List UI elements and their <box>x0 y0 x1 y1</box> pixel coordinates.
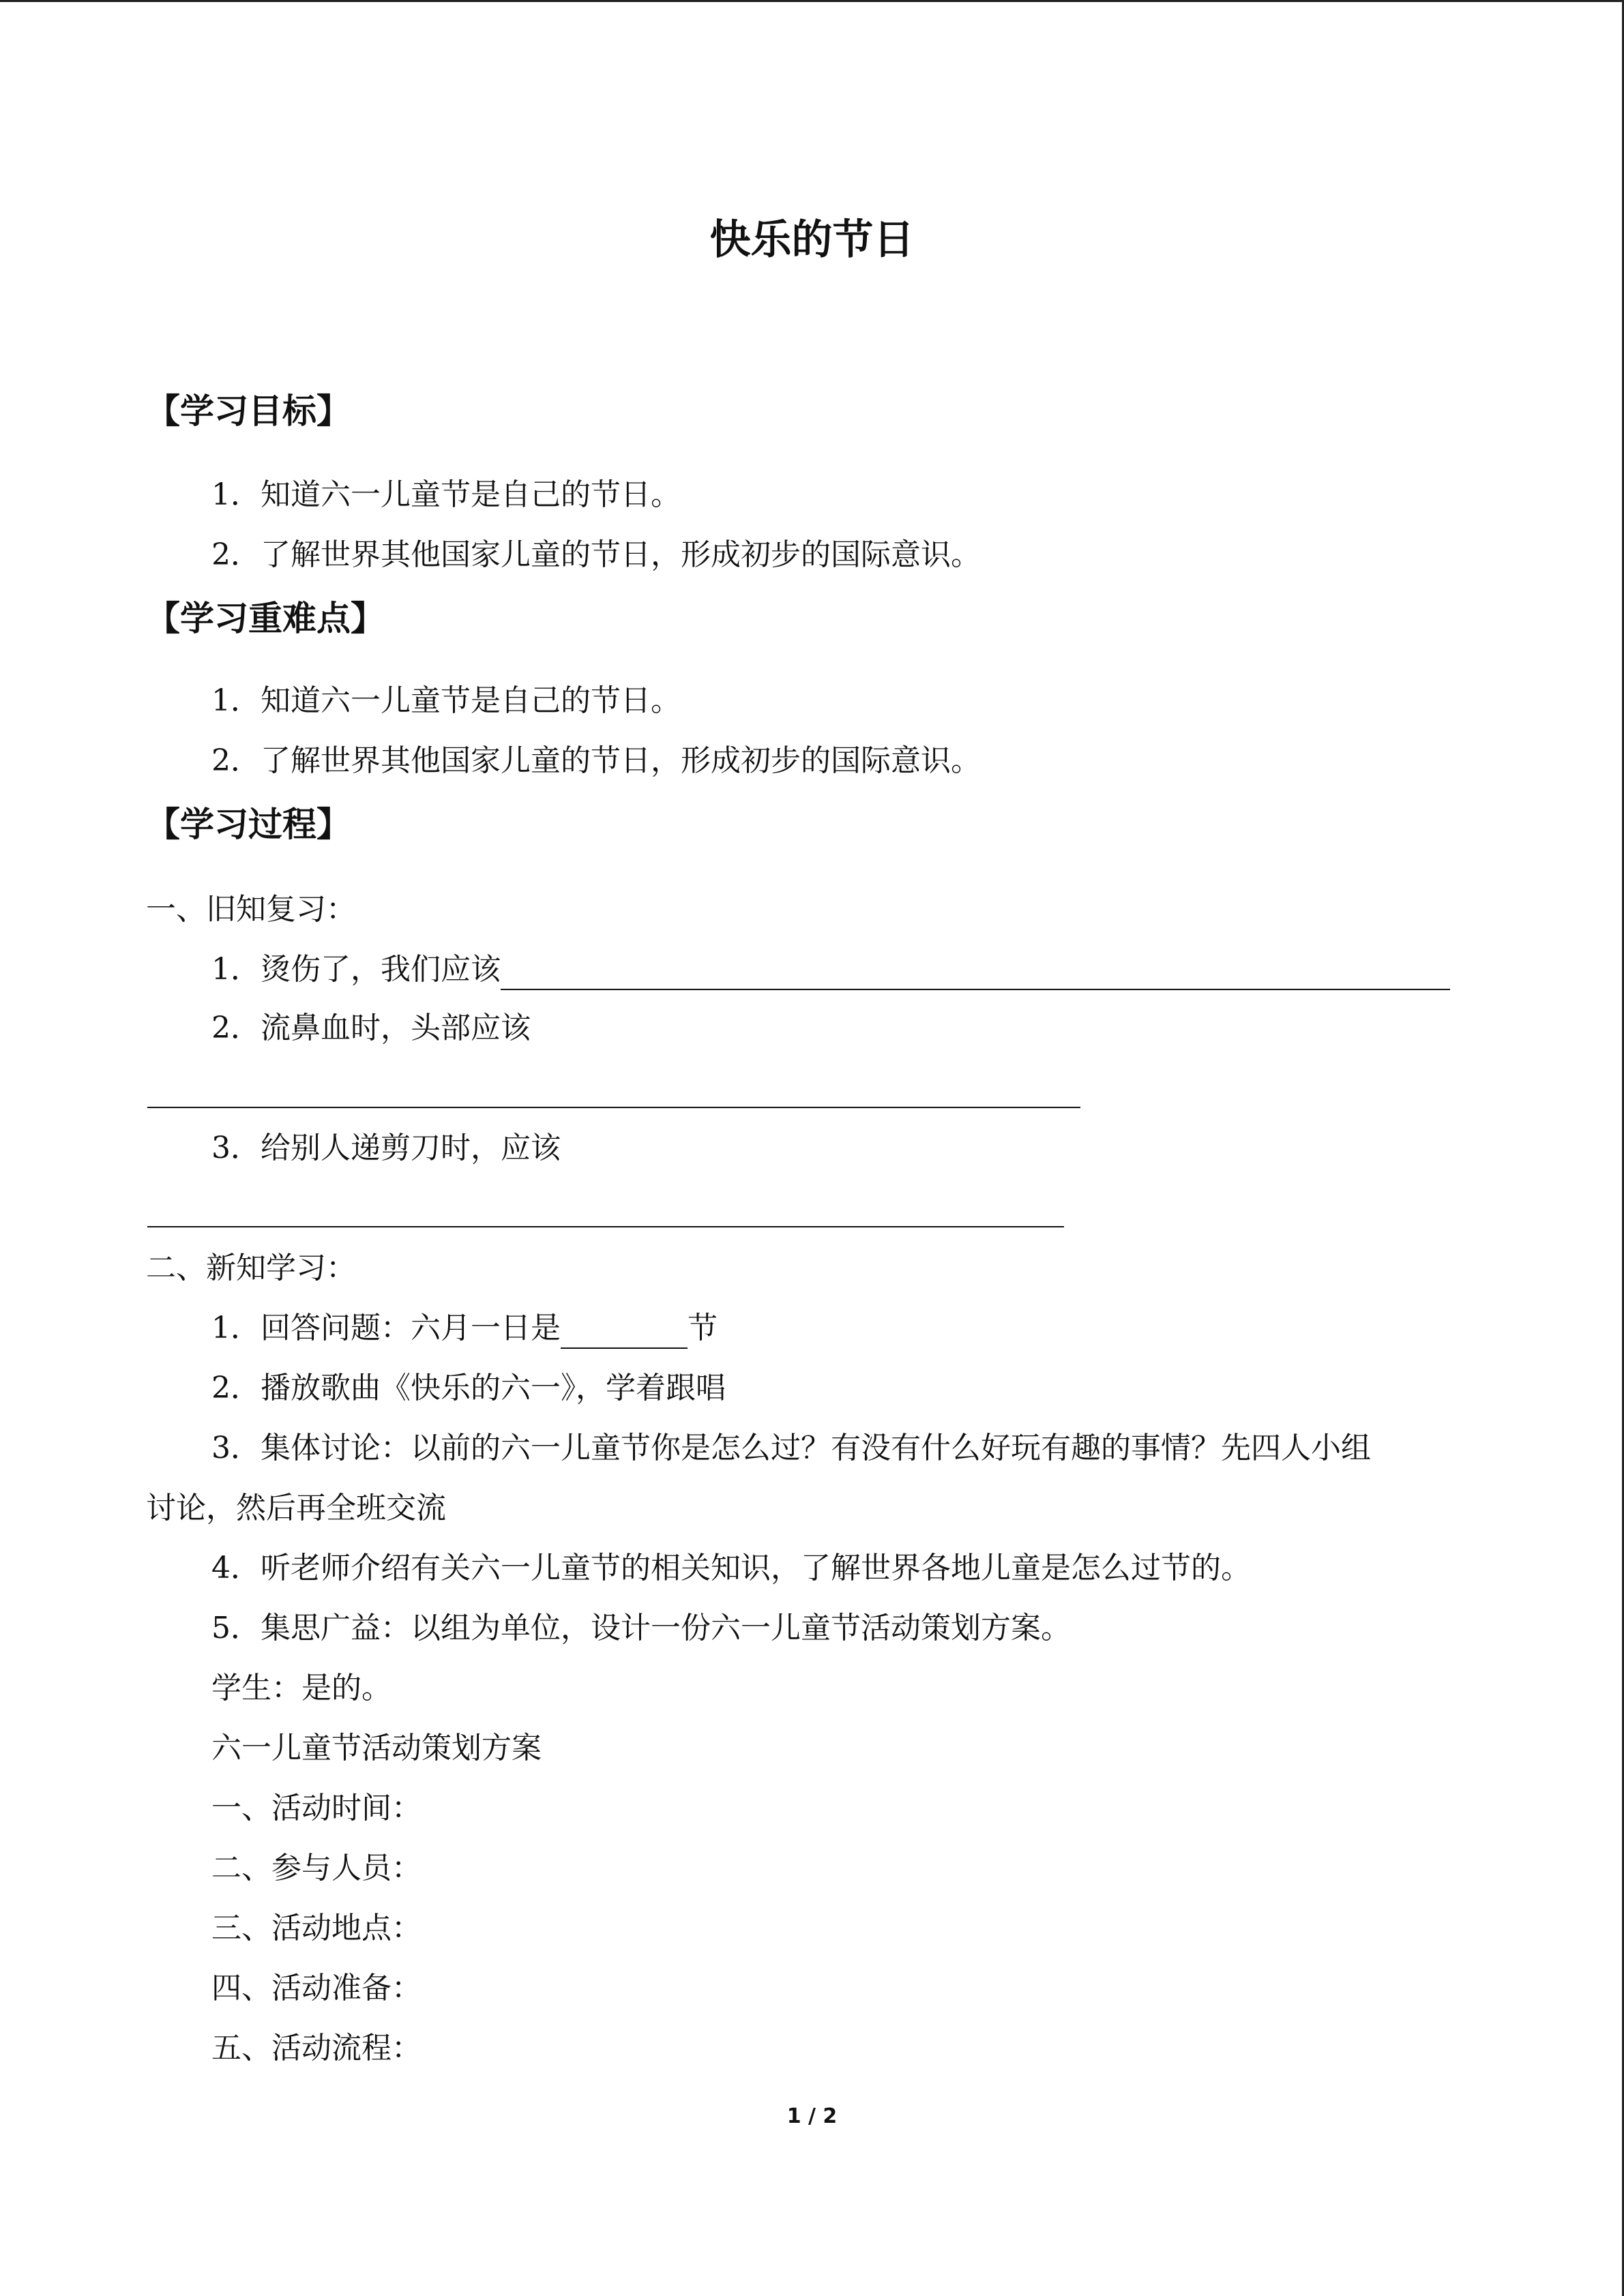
review-question-1-text: 1．烫伤了，我们应该 <box>211 952 501 987</box>
objective-item-2: 2．了解世界其他国家儿童的节日，形成初步的国际意识。 <box>211 537 981 572</box>
new-learning-heading: 二、新知学习： <box>146 1251 356 1285</box>
review-answer-1-blank[interactable] <box>501 953 1450 990</box>
page-number: 1 / 2 <box>786 2104 838 2128</box>
review-question-3: 3．给别人递剪刀时，应该 <box>211 1131 561 1165</box>
new-question-4: 4．听老师介绍有关六一儿童节的相关知识，了解世界各地儿童是怎么过节的。 <box>211 1551 1251 1585</box>
plan-item-location: 三、活动地点： <box>211 1911 422 1945</box>
new-question-5: 5．集思广益：以组为单位，设计一份六一儿童节活动策划方案。 <box>211 1611 1071 1645</box>
plan-item-time: 一、活动时间： <box>211 1791 422 1825</box>
review-question-1 <box>211 949 1450 990</box>
student-response: 学生：是的。 <box>211 1671 392 1705</box>
new-question-1-suffix: 节 <box>688 1311 718 1345</box>
review-question-2: 2．流鼻血时，头部应该 <box>211 1011 531 1045</box>
key-point-item-2: 2．了解世界其他国家儿童的节日，形成初步的国际意识。 <box>211 743 981 778</box>
objectives-heading: 【学习目标】 <box>146 391 351 431</box>
new-question-1 <box>211 1308 718 1349</box>
review-answer-3-blank[interactable] <box>147 1226 1064 1227</box>
page-title: 快乐的节日 <box>709 216 915 264</box>
new-question-1-text: 1．回答问题：六月一日是 <box>211 1311 561 1345</box>
plan-item-participants: 二、参与人员： <box>211 1851 422 1885</box>
new-answer-1-blank[interactable] <box>561 1312 688 1349</box>
plan-item-preparation: 四、活动准备： <box>211 1971 422 2006</box>
page-border-top <box>0 0 1624 2</box>
new-question-3-line-2: 讨论，然后再全班交流 <box>146 1491 446 1525</box>
review-heading: 一、旧知复习： <box>146 892 356 927</box>
key-points-heading: 【学习重难点】 <box>146 599 385 638</box>
objective-item-1: 1．知道六一儿童节是自己的节日。 <box>211 477 681 512</box>
new-question-3-line-1: 3．集体讨论：以前的六一儿童节你是怎么过？有没有什么好玩有趣的事情？先四人小组 <box>211 1431 1371 1465</box>
plan-title: 六一儿童节活动策划方案 <box>211 1731 542 1765</box>
plan-item-flow: 五、活动流程： <box>211 2031 422 2066</box>
new-question-2: 2．播放歌曲《快乐的六一》，学着跟唱 <box>211 1371 726 1405</box>
process-heading: 【学习过程】 <box>146 805 351 844</box>
review-answer-2-blank[interactable] <box>147 1107 1080 1108</box>
key-point-item-1: 1．知道六一儿童节是自己的节日。 <box>211 683 681 718</box>
